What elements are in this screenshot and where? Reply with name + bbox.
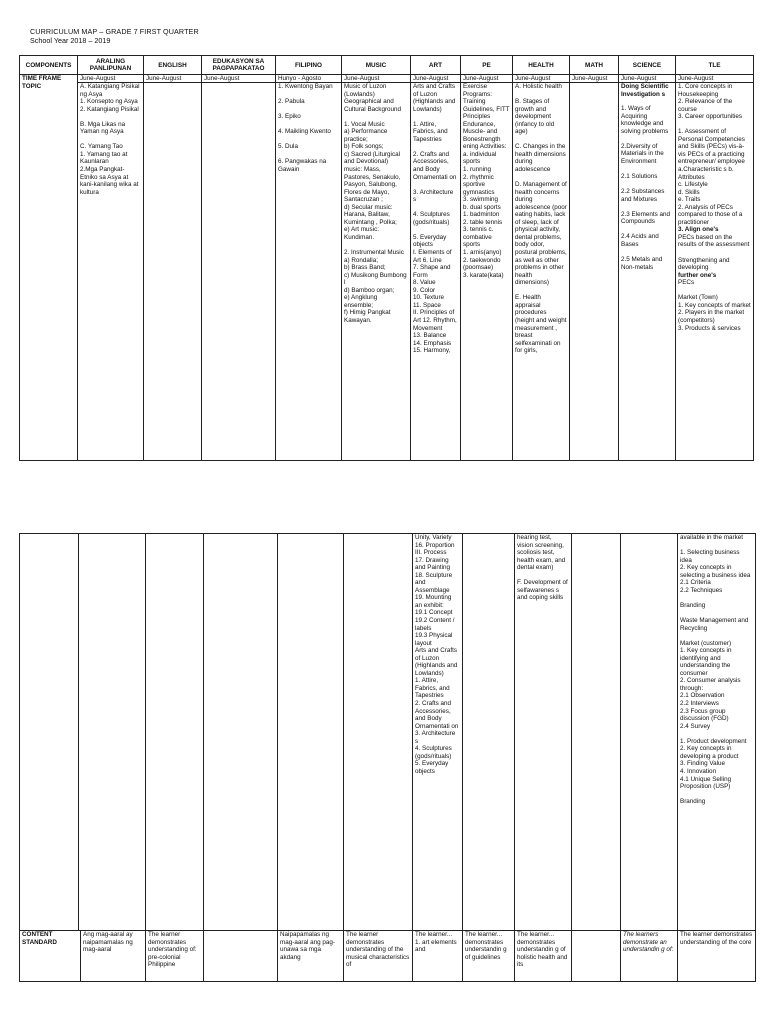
topic-label: TOPIC — [20, 83, 78, 461]
topic-araling: A. Katangiang Pisikal ng Asya 1. Konsepto ng Asya 2. Katangiang Pisikal B. Mga Likas na Yaman ng Asya C. Yamang Tao 1. Yamang tao at Kaunlaran 2.Mga Pangkat-Etniko sa Asya at kani-kanilang wika at kultura — [78, 83, 144, 461]
cont-art: Unity, Variety 16. Proportion III. Process 17. Drawing and Painting 18. Sculpture and Assemblage 19. Mounting an exhibit: 19.1 Concept 19.2 Content / labels 19.3 Physical layout Arts and Crafts of Luzon (Highlands and Lowlands) 1. Attire, Fabrics, and Tapestries 2. Crafts and Accessories, and Body Ornamentati on 3. Architecture s 4. Sculptures (gods/rituals) 5. Everyday objects — [413, 534, 463, 931]
content-standard-art: The learner... 1. art elements and — [413, 931, 463, 982]
continuation-left-block — [20, 534, 146, 931]
topic-science — [619, 83, 676, 461]
cont-components — [20, 534, 78, 930]
content-standard-health: The learner... demonstrates understandin g of holistic health and its — [515, 931, 572, 982]
topic-math — [570, 83, 619, 461]
time-frame-art: June-August — [411, 75, 461, 83]
topic-art: Arts and Crafts of Luzon (Highlands and Lowlands) 1. Attire, Fabrics, and Tapestries 2. Crafts and Accessories, and Body Ornamentati on 3. Architecture s 4. Sculptures (gods/rituals) 5. Everyday objects I. Elements of Art 6. Line 7. Shape and Form 8. Value 9. Color 10. Texture 11. Space II. Principles of Art 12. Rhythm, Movement 13. Balance 14. Emphasis 15. Harmony, — [411, 83, 461, 461]
topic-filipino: 1. Kwentong Bayan 2. Pabula 3. Epiko 4. Maikling Kwento 5. Dula 6. Pangwakas na Gawain — [276, 83, 342, 461]
cont-english — [146, 534, 204, 931]
cont-science — [621, 534, 678, 931]
cont-edukasyon — [204, 534, 278, 931]
cont-music — [344, 534, 413, 931]
topic-music: Music of Luzon (Lowlands) Geographical and Cultural Background 1. Vocal Music a) Performance practice; b) Folk songs; c) Sacred (Liturgical and Devotional) music: Mass, Pastores, Senakulo, Pasyon, Salubong, Flores de Mayo, Santacruzan ; d) Secular music: Harana, Balitaw, Kumintang , Polka; e) Art music: Kundiman. 2. Instrumental Music a) Rondalla; b) Brass Band; c) Musikong Bumbong l d) Bamboo organ; e) Angklung ensemble; f) Himig Pangkat Kawayan. — [342, 83, 411, 461]
column-header-row — [20, 56, 754, 75]
content-standard-filipino: Naipapamalas ng mag-aaral ang pag-unawa sa mga akdang — [278, 931, 344, 982]
science-heading: Doing Scientific Investigation s — [621, 83, 669, 98]
time-frame-araling: June-August — [78, 75, 144, 83]
col-header-english: ENGLISH — [144, 56, 202, 75]
content-standard-edukasyon — [204, 931, 278, 982]
content-standard-math — [572, 931, 621, 982]
time-frame-label: TIME FRAME — [20, 75, 78, 83]
time-frame-filipino: Hunyo - Agosto — [276, 75, 342, 83]
time-frame-health: June-August — [513, 75, 570, 83]
science-topics: 1. Ways of Acquiring knowledge and solving problems 2.Diversity of Materials in the Environment 2.1 Solutions 2.2 Substances and Mixtures 2.3 Elements and Compounds 2.4 Acids and Bases 2.5 Metals and Non-metals — [621, 105, 671, 271]
topic-health: A. Holistic health B. Stages of growth and development (infancy to old age) C. Changes in the health dimensions during adolescence D. Management of health concerns during adolescence (poor eating habits, lack of sleep, lack of physical activity, dental problems, body odor, postural problems, as well as other problems in other health dimensions) E. Health appraisal procedures (height and weight measurement , breast selfexaminati on for girls, — [513, 83, 570, 461]
topic-continuation-row — [20, 534, 756, 931]
time-frame-pe: June-August — [461, 75, 513, 83]
tle-topics-d: further one's — [678, 271, 717, 279]
content-standard-science: The learners demonstrate an understandin g of: — [621, 931, 678, 982]
topic-english — [144, 83, 202, 461]
col-header-filipino: FILIPINO — [276, 56, 342, 75]
curriculum-map-table-page2 — [19, 533, 756, 982]
time-frame-science: June-August — [619, 75, 676, 83]
content-standard-tle: The learner demonstrates understanding of the core — [678, 931, 756, 982]
document-title: CURRICULUM MAP – GRADE 7 FIRST QUARTER — [30, 27, 199, 36]
cont-health: hearing test, vision screening, scoliosis test, health exam, and dental exam) F. Development of selfawarenes s and coping skills — [515, 534, 572, 931]
topic-edukasyon — [202, 83, 276, 461]
col-header-araling-panlipunan: ARALING PANLIPUNAN — [78, 56, 144, 75]
cont-pe — [463, 534, 515, 931]
col-header-edukasyon: EDUKASYON SA PAGPAPAKATAO — [202, 56, 276, 75]
curriculum-map-table-page1 — [19, 55, 754, 461]
col-header-health: HEALTH — [513, 56, 570, 75]
content-standard-row — [20, 931, 756, 982]
content-standard-label: CONTENT STANDARD — [22, 931, 57, 946]
cont-tle: available in the market 1. Selecting business idea 2. Key concepts in selecting a business idea 2.1 Criteria 2.2 Techniques Branding Waste Management and Recycling Market (customer) 1. Key concepts in identifying and understanding the consumer 2. Consumer analysis through: 2.1 Observation 2.2 Interviews 2.3 Focus group discussion (FGD) 2.4 Survey 1. Product development 2. Key concepts in developing a product 3. Finding Value 4. Innovation 4.1 Unique Selling Proposition (USP) Branding — [678, 534, 756, 931]
document-header — [30, 28, 199, 45]
tle-topics-c: PECs based on the results of the assessment Strengthening and developing — [678, 233, 750, 272]
content-standard-pe: The learner... demonstrates understandin g of guidelines — [463, 931, 515, 982]
col-header-components: COMPONENTS — [20, 56, 78, 75]
time-frame-math: June-August — [570, 75, 619, 83]
tle-topics-e: PECs Market (Town) 1. Key concepts of market 2. Players in the market (competitors) 3. Products & services — [678, 279, 751, 332]
time-frame-tle: June-August — [676, 75, 754, 83]
time-frame-row — [20, 75, 754, 83]
topic-tle — [676, 83, 754, 461]
cont-filipino — [278, 534, 344, 931]
col-header-art: ART — [411, 56, 461, 75]
topic-pe: Exercise Programs: Training Guidelines, FITT Principles Endurance, Muscle- and Bonestrength ening Activities: a. individual sports 1. running 2. rhythmic sportive gymnastics 3. swimming b. dual sports 1. badminton 2. table tennis 3. tennis c. combative sports 1. arnis(anyo) 2. taekwondo (poomsae) 3. karate(kata) — [461, 83, 513, 461]
content-standard-left-block — [20, 931, 146, 982]
col-header-science: SCIENCE — [619, 56, 676, 75]
cont-araling — [78, 534, 145, 930]
content-standard-araling: Ang mag-aaral ay naipamamalas ng mag-aaral — [80, 931, 145, 981]
cont-math — [572, 534, 621, 931]
school-year: School Year 2018 – 2019 — [30, 35, 111, 45]
time-frame-edukasyon: June-August — [202, 75, 276, 83]
col-header-math: MATH — [570, 56, 619, 75]
tle-topics-a: 1. Core concepts in Housekeeping 2. Relevance of the course 3. Career opportunities 1. Assessment of Personal Competencies and Skills (PECs) vis-à-vis PECs of a practicing entrepreneur/ employee a.Characteristic s b. Attributes c. Lifestyle d. Skills e. Traits 2. Analysis of PECs compared to those of a practitioner — [678, 83, 745, 226]
time-frame-music: June-August — [342, 75, 411, 83]
topic-row — [20, 83, 754, 461]
col-header-tle: TLE — [676, 56, 754, 75]
time-frame-english: June-August — [144, 75, 202, 83]
content-standard-music: The learner demonstrates understanding of the musical characteristics of — [344, 931, 413, 982]
col-header-music: MUSIC — [342, 56, 411, 75]
content-standard-english: The learner demonstrates understanding of: pre-colonial Philippine — [146, 931, 204, 982]
tle-topics-b: 3. Align one's — [678, 226, 719, 234]
col-header-pe: PE — [461, 56, 513, 75]
